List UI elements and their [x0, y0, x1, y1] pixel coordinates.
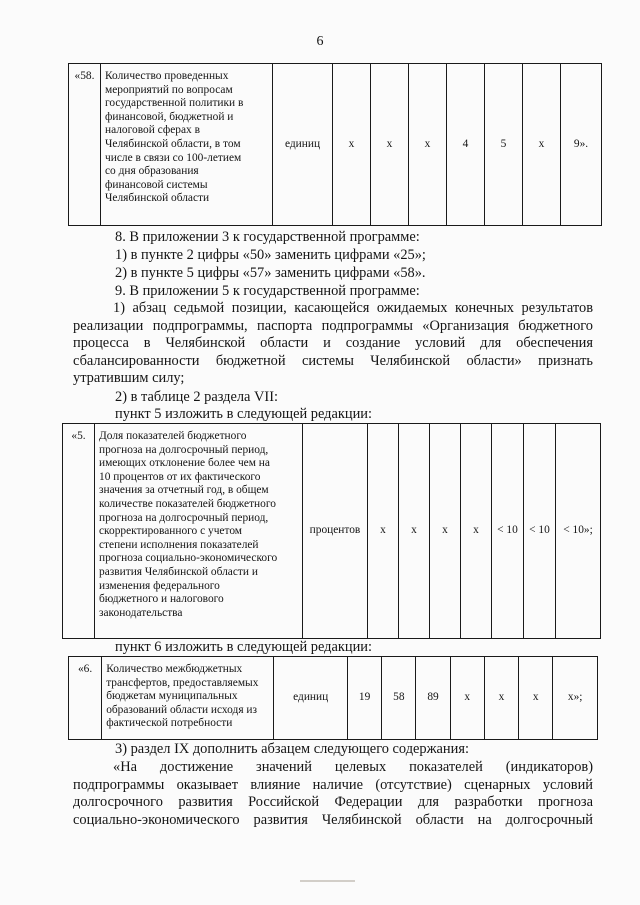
description-line: скорректированного с учетом	[99, 525, 242, 538]
value-cell: х	[333, 64, 371, 226]
description-line: изменения федерального	[99, 579, 220, 592]
paragraph-line: пункт 5 изложить в следующей редакции:	[115, 406, 372, 422]
description-line: Челябинской области, в том	[105, 137, 241, 150]
paragraph-line: процесса в Челябинской области и создание условий для обеспечения	[73, 335, 593, 352]
row-number: «58.	[69, 64, 101, 226]
description-line: бюджетам муниципальных	[106, 690, 238, 703]
value-cell: х	[371, 64, 409, 226]
indicator-table-58	[68, 63, 602, 226]
description-line: фактической потребности	[106, 717, 233, 730]
indicator-description	[101, 64, 273, 226]
description-line: мероприятий по вопросам	[105, 83, 233, 96]
value-cell: 19	[348, 657, 382, 740]
description-line: законодательства	[99, 606, 183, 619]
paragraph-block	[73, 300, 593, 388]
paragraph-line: 9. В приложении 5 к государственной программе:	[115, 283, 420, 299]
table-row	[63, 424, 601, 639]
value-cell: х	[409, 64, 447, 226]
page-number: 6	[316, 34, 324, 49]
value-cell: < 10	[524, 424, 556, 639]
description-line: прогноза на долгосрочный период,	[99, 443, 269, 456]
description-line: количестве показателей бюджетного	[99, 497, 276, 510]
paragraph-line: 2) в таблице 2 раздела VII:	[115, 389, 279, 405]
paragraph-line: социально-экономического развития Челябинской области на долгосрочный	[73, 811, 593, 828]
description-line: прогноза социально-экономического	[99, 552, 278, 565]
value-cell: 5	[485, 64, 523, 226]
description-line: государственной политики в	[105, 97, 244, 110]
paragraph-line: подпрограммы оказывает влияние наличие (отсутствие) сценарных условий	[73, 776, 593, 793]
value-cell: 89	[416, 657, 450, 740]
value-cell: х	[519, 657, 553, 740]
indicator-description	[102, 657, 274, 740]
paragraph-block	[73, 759, 593, 829]
unit-cell: единиц	[273, 64, 333, 226]
description-line: финансовой, бюджетной и	[105, 110, 234, 123]
paragraph-line: пункт 6 изложить в следующей редакции:	[115, 639, 372, 655]
description-line: финансовой системы	[105, 178, 208, 191]
value-cell: х	[484, 657, 518, 740]
indicator-table-5	[62, 423, 601, 639]
value-cell: 4	[447, 64, 485, 226]
paragraph-line: реализации подпрограммы, паспорта подпрограммы «Организация бюджетного	[73, 317, 593, 334]
description-line: образований области исходя из	[106, 703, 258, 716]
unit-cell: единиц	[274, 657, 348, 740]
paragraph-line: долгосрочного развития Российской Федерации для разработки прогноза	[73, 794, 593, 811]
value-cell: х»;	[553, 657, 598, 740]
row-number: «6.	[69, 657, 102, 740]
indicator-table-6	[68, 656, 598, 740]
indicator-description	[95, 424, 303, 639]
description-line: имеющих отклонение более чем на	[99, 457, 270, 470]
description-line: Доля показателей бюджетного	[99, 430, 247, 442]
table-row	[69, 657, 598, 740]
description-line: степени исполнения показателей	[99, 538, 259, 551]
paragraph-line: 1) абзац седьмой позиции, касающейся ожидаемых конечных результатов	[113, 300, 593, 316]
description-line: бюджетного и налогового	[99, 593, 224, 606]
value-cell: х	[450, 657, 484, 740]
value-cell: < 10	[492, 424, 524, 639]
paragraph-line: 1) в пункте 2 цифры «50» заменить цифрами «25»;	[115, 247, 426, 263]
description-line: со дня образования	[105, 165, 199, 178]
paragraph-line: 3) раздел IX дополнить абзацем следующего содержания:	[115, 741, 469, 757]
value-cell: х	[399, 424, 430, 639]
table-row	[69, 64, 602, 226]
unit-cell: процентов	[303, 424, 368, 639]
description-line: числе в связи со 100-летием	[105, 151, 242, 164]
description-line: прогноза на долгосрочный период,	[99, 511, 269, 524]
value-cell: < 10»;	[556, 424, 601, 639]
value-cell: х	[368, 424, 399, 639]
value-cell: х	[523, 64, 561, 226]
description-line: Количество проведенных	[105, 70, 229, 82]
value-cell: х	[461, 424, 492, 639]
paragraph-line: 8. В приложении 3 к государственной программе:	[115, 229, 420, 245]
value-cell: 58	[382, 657, 416, 740]
description-line: Челябинской области	[105, 192, 210, 205]
description-line: трансфертов, предоставляемых	[106, 676, 259, 689]
description-line: Количество межбюджетных	[106, 663, 243, 675]
value-cell: 9».	[561, 64, 602, 226]
scan-mark	[300, 880, 355, 882]
description-line: 10 процентов от их фактического	[99, 470, 261, 483]
description-line: значения за отчетный год, в общем	[99, 484, 269, 497]
paragraph-line: сбалансированности бюджетной системы Челябинской области» признать	[73, 352, 593, 369]
paragraph-line: утратившим силу;	[73, 370, 185, 387]
row-number: «5.	[63, 424, 95, 639]
paragraph-line: 2) в пункте 5 цифры «57» заменить цифрами «58».	[115, 265, 426, 281]
value-cell: х	[430, 424, 461, 639]
description-line: налоговой сферах в	[105, 124, 200, 137]
paragraph-line: «На достижение значений целевых показателей (индикаторов)	[113, 759, 593, 775]
description-line: развития Челябинской области и	[99, 565, 258, 578]
